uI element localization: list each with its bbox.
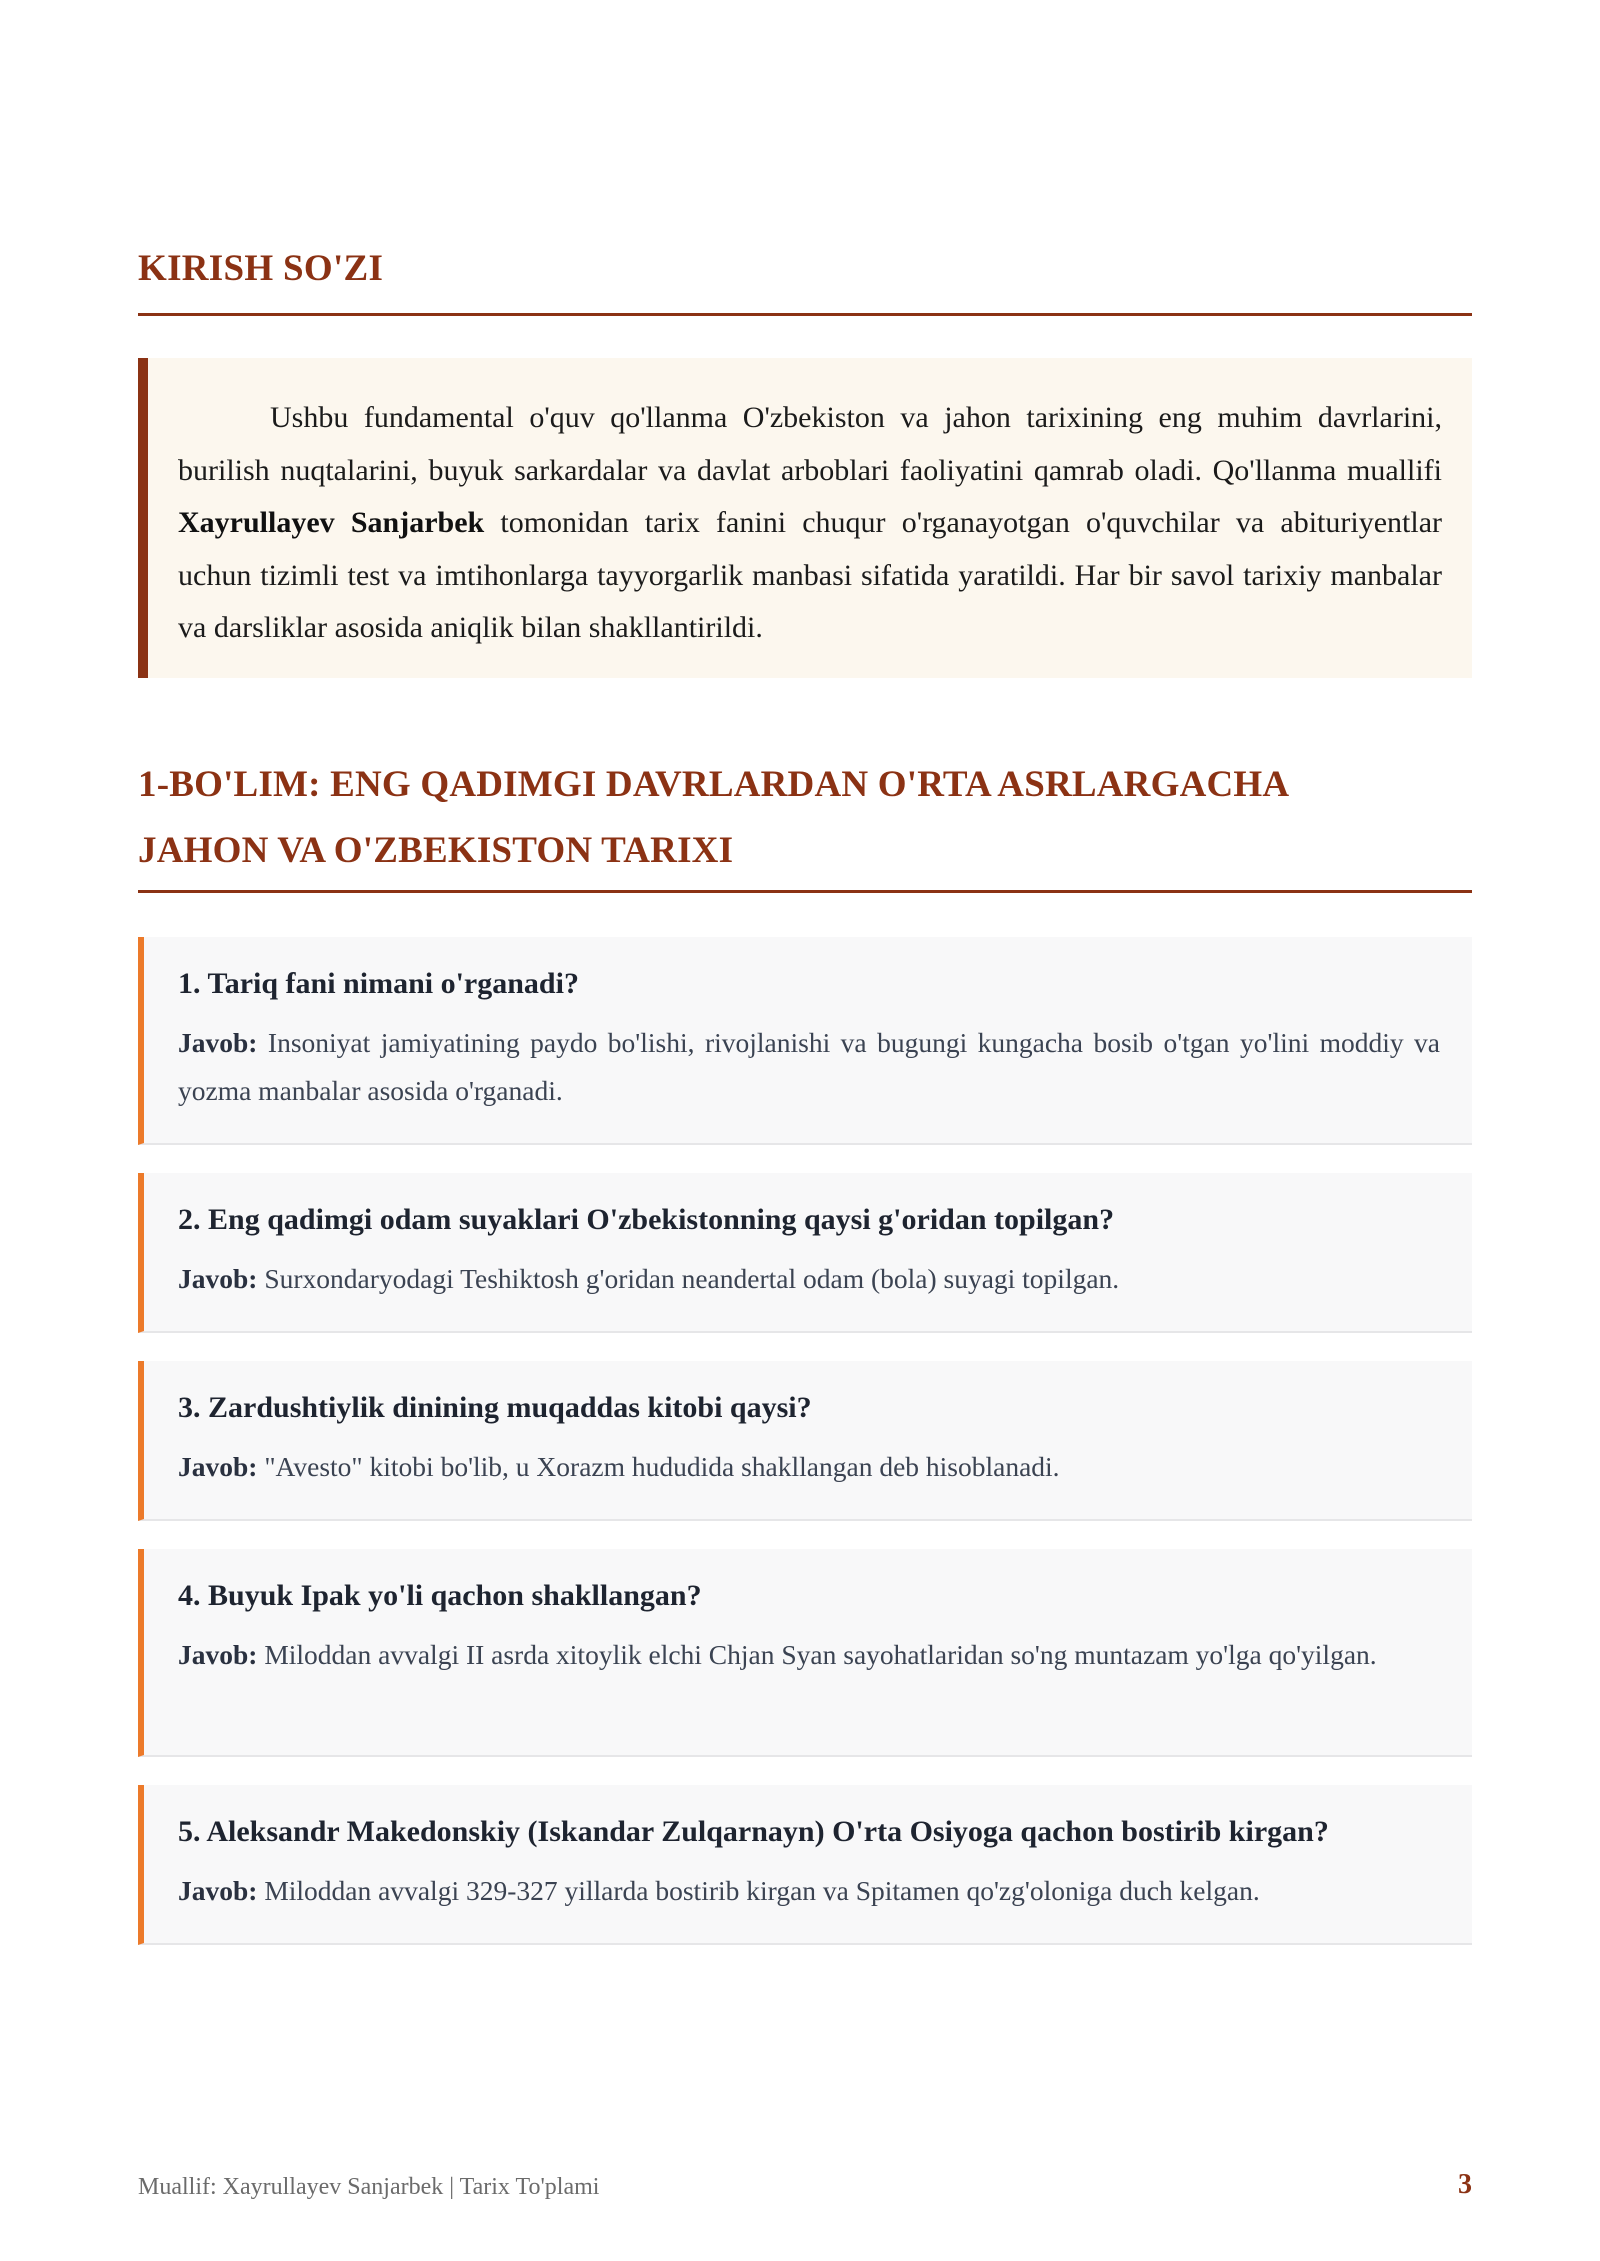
qa-question: 2. Eng qadimgi odam suyaklari O'zbekistonning qaysi g'oridan topilgan? (178, 1203, 1115, 1236)
qa-question: 1. Tariq fani nimani o'rganadi? (178, 967, 579, 1000)
intro-text-after: tomonidan tarix fanini chuqur o'rganayotgan o'quvchilar va abituriyentlar uchun tizimli test va imtihonlarga tayyorgarlik manbasi sifatida yaratildi. Har bir savol tarixiy manbalar va darsliklar asosida aniqlik bilan shakllantirildi. (178, 506, 1443, 644)
qa-answer-text: Insoniyat jamiyatining paydo bo'lishi, rivojlanishi va bugungi kungacha bosib o'tgan yo'lini moddiy va yozma manbalar asosida o'rganadi. (178, 1027, 1441, 1106)
document-page (138, 0, 1472, 2261)
qa-answer (178, 1255, 1440, 1303)
intro-text-before: Ushbu fundamental o'quv qo'llanma O'zbekiston va jahon tarixining eng muhim davrlarini, burilish nuqtalarini, buyuk sarkardalar va davlat arboblari faoliyatini qamrab oladi. Qo'llanma muallifi (178, 401, 1442, 487)
answer-label: Javob: (178, 1639, 258, 1670)
qa-card (138, 1173, 1472, 1333)
qa-answer-text: Surxondaryodagi Teshiktosh g'oridan neandertal odam (bola) suyagi topilgan. (264, 1263, 1120, 1294)
intro-heading-rule (138, 313, 1472, 316)
qa-answer (178, 1019, 1440, 1115)
qa-question: 5. Aleksandr Makedonskiy (Iskandar Zulqarnayn) O'rta Osiyoga qachon bostirib kirgan? (178, 1815, 1329, 1848)
intro-author: Xayrullayev Sanjarbek (178, 506, 485, 539)
answer-label: Javob: (178, 1875, 258, 1906)
qa-card (138, 1785, 1472, 1945)
qa-question: 4. Buyuk Ipak yo'li qachon shakllangan? (178, 1579, 702, 1612)
qa-card (138, 1549, 1472, 1757)
answer-label: Javob: (178, 1263, 258, 1294)
qa-answer (178, 1631, 1440, 1679)
section-heading (138, 752, 1472, 884)
answer-label: Javob: (178, 1451, 258, 1482)
section-heading-rule (138, 890, 1472, 893)
qa-answer-text: Miloddan avvalgi II asrda xitoylik elchi Chjan Syan sayohatlaridan so'ng muntazam yo'lga qo'yilgan. (264, 1639, 1377, 1670)
intro-paragraph (178, 392, 1442, 655)
answer-label: Javob: (178, 1027, 258, 1058)
qa-question: 3. Zardushtiylik dinining muqaddas kitobi qaysi? (178, 1391, 812, 1424)
section-heading-line-2: JAHON VA O'ZBEKISTON TARIXI (138, 830, 734, 871)
intro-heading: KIRISH SO'ZI (138, 248, 384, 289)
qa-card (138, 1361, 1472, 1521)
qa-answer-text: "Avesto" kitobi bo'lib, u Xorazm hududida shakllangan deb hisoblanadi. (264, 1451, 1060, 1482)
qa-answer (178, 1867, 1440, 1915)
qa-card (138, 937, 1472, 1145)
page-number: 3 (1458, 2169, 1472, 2200)
intro-box (138, 358, 1472, 678)
footer-author: Muallif: Xayrullayev Sanjarbek | Tarix To'plami (138, 2174, 600, 2200)
qa-answer (178, 1443, 1440, 1491)
section-heading-line-1: 1-BO'LIM: ENG QADIMGI DAVRLARDAN O'RTA ASRLARGACHA (138, 764, 1290, 805)
qa-answer-text: Miloddan avvalgi 329-327 yillarda bostirib kirgan va Spitamen qo'zg'oloniga duch kelgan. (264, 1875, 1260, 1906)
